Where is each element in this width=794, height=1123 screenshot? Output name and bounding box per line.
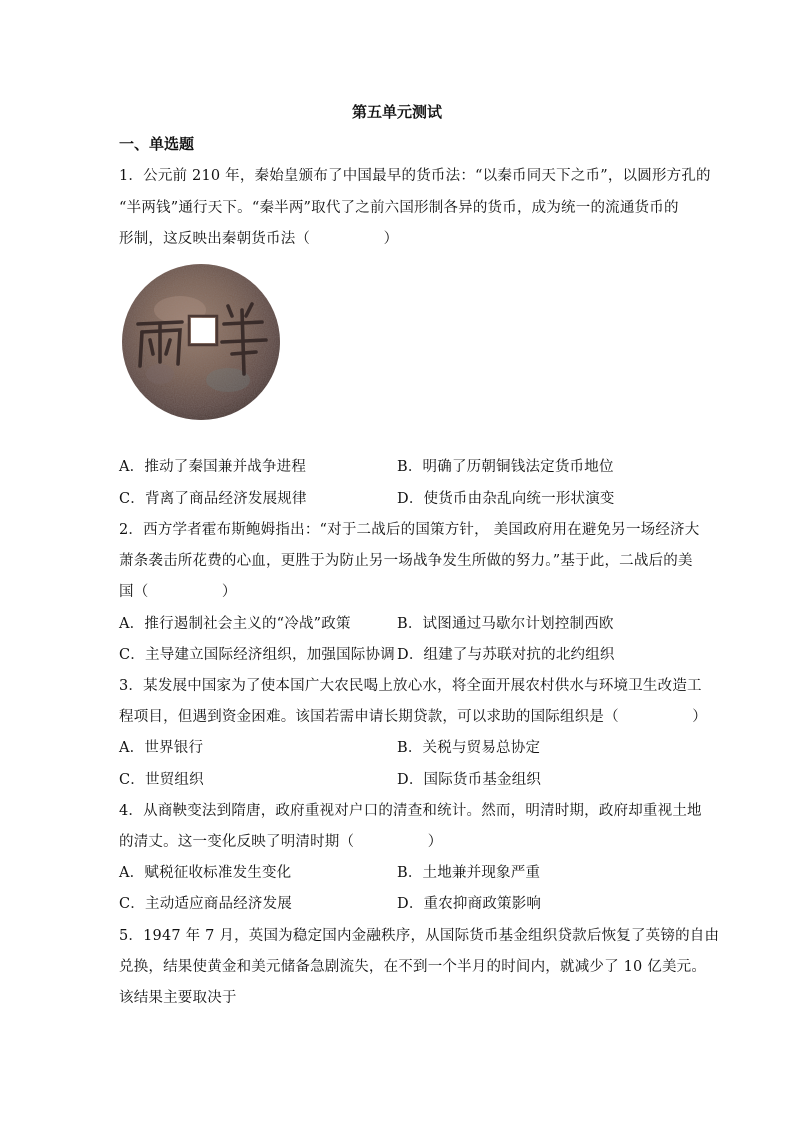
question-3-option-a: A．世界银行: [119, 740, 204, 756]
question-2-option-d: D．组建了与苏联对抗的北约组织: [397, 647, 615, 663]
question-5-line-3: 该结果主要取决于: [119, 990, 237, 1006]
question-5-line-2: 兑换，结果使黄金和美元储备急剧流失，在不到一个半月的时间内，就减少了 10 亿美元。: [119, 959, 707, 975]
question-4-option-d: D．重农抑商政策影响: [397, 896, 542, 912]
question-4-line-2: 的清丈。这一变化反映了明清时期（ ）: [119, 834, 443, 850]
question-5-line-1: 5．1947 年 7 月，英国为稳定国内金融秩序，从国际货币基金组织贷款后恢复了英镑的自由: [119, 928, 720, 944]
question-2-line-3: 国（ ）: [119, 584, 237, 600]
question-2-option-a: A．推行遏制社会主义的“冷战”政策: [119, 616, 351, 632]
question-1-line-3: 形制，这反映出秦朝货币法（ ）: [119, 231, 399, 247]
question-4-option-a: A．赋税征收标准发生变化: [119, 865, 292, 881]
question-3-line-1: 3．某发展中国家为了使本国广大农民喝上放心水，将全面开展农村供水与环境卫生改造工: [119, 678, 702, 694]
question-1-option-c: C．背离了商品经济发展规律: [119, 491, 307, 507]
question-3-option-d: D．国际货币基金组织: [397, 772, 542, 788]
section-heading: 一、单选题: [119, 135, 195, 153]
question-1-option-b: B．明确了历朝铜钱法定货币地位: [397, 459, 614, 475]
question-4-option-b: B．土地兼并现象严重: [397, 865, 541, 881]
question-4-line-1: 4．从商鞅变法到隋唐，政府重视对户口的清查和统计。然而，明清时期，政府却重视土地: [119, 803, 702, 819]
question-1-line-2: “半两钱”通行天下。“秦半两”取代了之前六国形制各异的货币，成为统一的流通货币的: [119, 200, 679, 216]
question-2-option-c: C．主导建立国际经济组织，加强国际协调: [119, 647, 395, 663]
question-3-line-2: 程项目，但遇到资金困难。该国若需申请长期贷款，可以求助的国际组织是（ ）: [119, 709, 707, 725]
question-2-line-1: 2．西方学者霍布斯鲍姆指出：“对于二战后的国策方针， 美国政府用在避免另一场经济大: [119, 522, 700, 538]
question-3-option-b: B．关税与贸易总协定: [397, 740, 541, 756]
question-2-line-2: 萧条袭击所花费的心血，更胜于为防止另一场战争发生所做的努力。”基于此，二战后的美: [119, 553, 693, 569]
question-4-option-c: C．主动适应商品经济发展: [119, 896, 292, 912]
question-1-line-1: 1．公元前 210 年，秦始皇颁布了中国最早的货币法：“以秦币同天下之币”，以圆形方孔的: [119, 168, 711, 184]
question-2-option-b: B．试图通过马歇尔计划控制西欧: [397, 616, 614, 632]
ban-liang-coin-image: [120, 262, 282, 422]
page-title: 第五单元测试: [351, 103, 442, 121]
question-1-option-a: A．推动了秦国兼并战争进程: [119, 459, 307, 475]
question-3-option-c: C．世贸组织: [119, 772, 204, 788]
question-1-option-d: D．使货币由杂乱向统一形状演变: [397, 491, 615, 507]
